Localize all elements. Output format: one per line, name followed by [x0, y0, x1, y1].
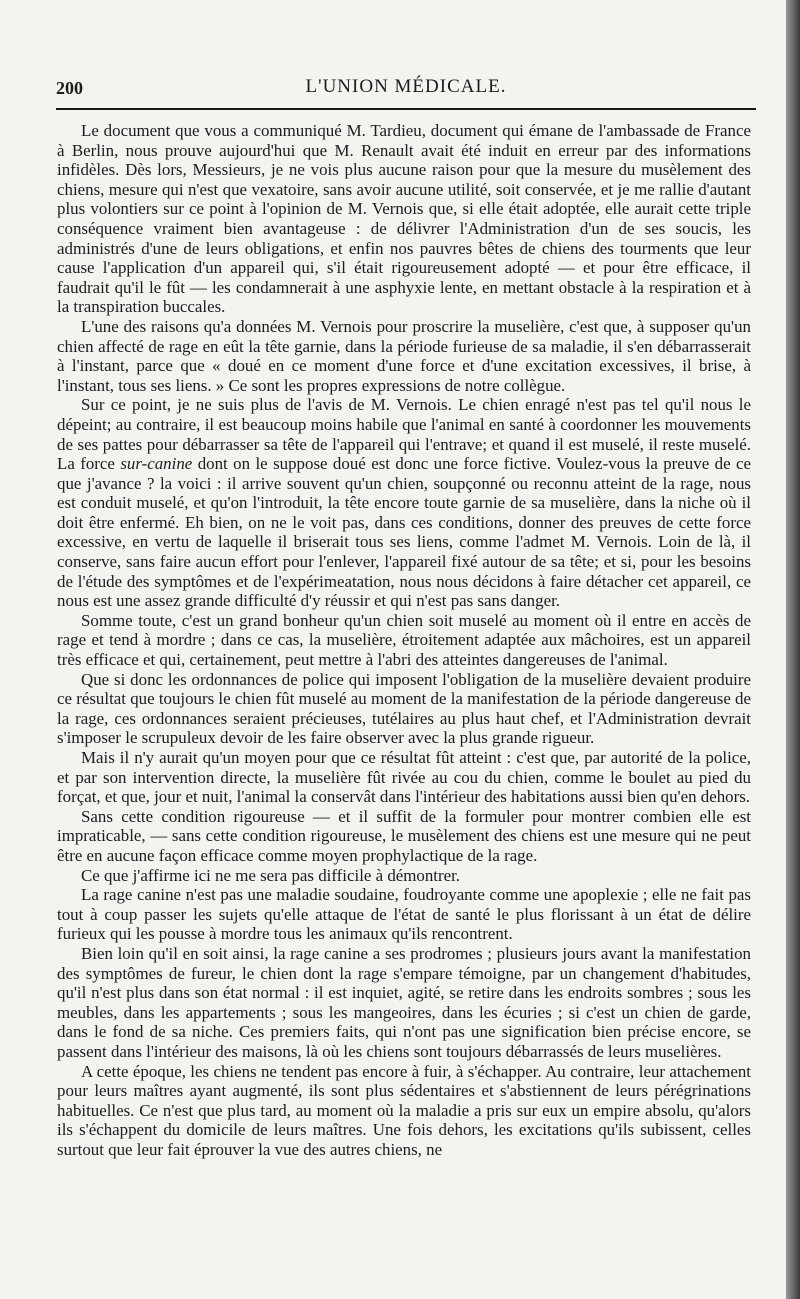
header-rule [56, 108, 756, 110]
paragraph: Le document que vous a communiqué M. Tardieu, document qui émane de l'ambassade de France à Berlin, nous prouve aujourd'hui que M. Renault avait été induit en erreur par des informations infidèles. Dès lors, Messieurs, je ne vois plus aucune raison pour que la mesure du musèlement des chiens, mesure qui n'est que vexatoire, sans avoir aucune utilité, soit conservée, et je me rallie d'autant plus volontiers sur ce point à l'opinion de M. Vernois que, si elle était adoptée, elle aurait cette triple conséquence vraiment bien avantageuse : de délivrer l'Administration d'un de ses soucis, les administrés d'une de leurs obligations, et enfin nos pauvres bêtes de chiens des tourments que leur cause l'application d'un appareil qui, s'il était rigoureusement adopté — et pour être efficace, il faudrait qu'il le fût — les condamnerait à une asphyxie lente, en mettant obstacle à la respiration et à la transpiration buccales. [57, 121, 751, 317]
paragraph: Ce que j'affirme ici ne me sera pas difficile à démontrer. [81, 865, 461, 885]
paragraph: La rage canine n'est pas une maladie soudaine, foudroyante comme une apoplexie ; elle ne fait pas tout à coup passer les sujets qu'elle attaque de l'état de santé le plus florissant à un état de délire furieux qui les pousse à mordre tous les animaux qu'ils rencontrent. [57, 885, 751, 944]
page-number: 200 [56, 78, 83, 98]
paragraph: L'une des raisons qu'a données M. Vernois pour proscrire la muselière, c'est que, à supposer qu'un chien affecté de rage en eût la tête garnie, dans la période furieuse de sa maladie, il s'en débarrasserait à l'instant, parce que « doué en ce moment d'une force et d'une excitation excessives, il brise, à l'instant, tous ses liens. » Ce sont les propres expressions de notre collègue. [57, 316, 751, 395]
journal-title: L'UNION MÉDICALE. [305, 76, 507, 97]
paragraph: Que si donc les ordonnances de police qui imposent l'obligation de la muselière devaient produire ce résultat que toujours le chien fût muselé au moment de la manifestation de la période dangereuse de la rage, ces ordonnances seraient précieuses, tutélaires au plus haut chef, et l'Administration devrait s'imposer le scrupuleux devoir de les faire observer avec la plus grande rigueur. [57, 669, 751, 748]
article-body [57, 121, 751, 1159]
paragraph: A cette époque, les chiens ne tendent pas encore à fuir, à s'échapper. Au contraire, leur attachement pour leurs maîtres ayant augmenté, ils sont plus sédentaires et s'abstiennent de leurs pérégrinations habituelles. Ce n'est que plus tard, au moment où la maladie a pris sur eux un empire absolu, qu'alors ils s'échappent du domicile de leurs maîtres. Une fois dehors, les excitations qu'ils subissent, celles surtout que leur fait éprouver la vue des autres chiens, ne [57, 1061, 751, 1159]
paragraph: Somme toute, c'est un grand bonheur qu'un chien soit muselé au moment où il entre en accès de rage et tend à mordre ; dans ce cas, la muselière, étroitement adaptée aux mâchoires, est un appareil très efficace et qui, certainement, peut mettre à l'abri des atteintes dangereuses de l'animal. [57, 610, 751, 670]
page-edge-shadow [786, 0, 800, 1299]
paragraph: Sans cette condition rigoureuse — et il suffit de la formuler pour montrer combien elle est impraticable, — sans cette condition rigoureuse, le musèlement des chiens est une mesure qui ne peut être en aucune façon efficace comme moyen prophylactique de la rage. [57, 806, 751, 865]
italic-term: sur-canine [120, 454, 193, 474]
paragraph: Bien loin qu'il en soit ainsi, la rage canine a ses prodromes ; plusieurs jours avant la manifestation des symptômes de fureur, le chien dont la rage s'empare témoigne, par un changement d'habitudes, qu'il n'est plus dans son état normal : il est inquiet, agité, se retire dans les endroits sombres ; sous les meubles, dans les appartements ; sous les mangeoires, dans les écuries ; si c'est un chien de garde, dans le fond de sa niche. Ces premiers faits, qui n'ont pas une signification bien précise encore, se passent dans l'intérieur des maisons, là où les chiens sont toujours débarrassés de leurs muselières. [57, 943, 751, 1061]
paragraph: Sur ce point, je ne suis plus de l'avis de M. Vernois. Le chien enragé n'est pas tel qu'il nous le dépeint; au contraire, il est beaucoup moins habile que l'animal en santé à coordonner les mouvements de ses pattes pour débarrasser sa tête de l'appareil qui l'entrave; et quand il est muselé, il reste muselé. La force sur-canine dont on le suppose doué est donc une force fictive. Voulez-vous la preuve de ce que j'avance ? la voici : il arrive souvent qu'un chien, soupçonné ou reconnu atteint de la rage, nous est conduit muselé, et qu'on l'introduit, la tête encore toute garnie de sa muselière, dans la niche où il doit être enfermé. Eh bien, on ne le voit pas, dans ces conditions, donner des preuves de cette force excessive, en vertu de laquelle il briserait tous ses liens, comme l'admet M. Vernois. Loin de là, il conserve, sans faire aucun effort pour l'enlever, l'appareil fixé autour de sa tête; et si, pour les besoins de l'étude des symptômes et de l'expérimeatation, nous nous décidons à faire détacher cet appareil, ce nous est une assez grande difficulté d'y réussir et qui n'est pas sans danger. [57, 395, 751, 611]
page-header [56, 76, 756, 104]
paragraph: Mais il n'y aurait qu'un moyen pour que ce résultat fût atteint : c'est que, par autorité de la police, et par son intervention directe, la muselière fût rivée au cou du chien, comme le boulet au pied du forçat, et que, jour et nuit, l'animal la conservât dans l'intérieur des habitations aussi bien qu'en dehors. [57, 748, 751, 807]
